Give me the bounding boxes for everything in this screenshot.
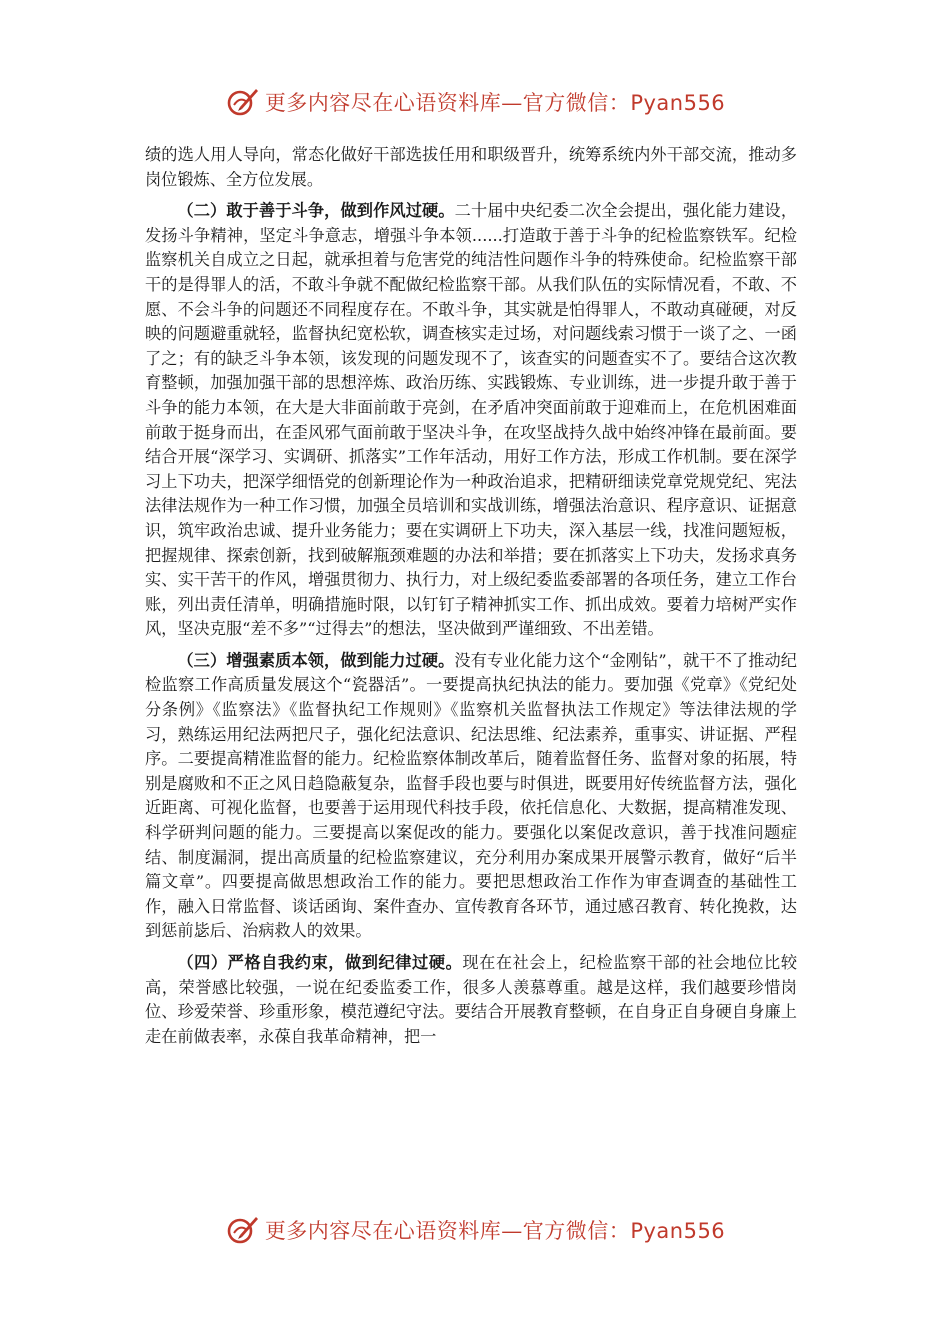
section-heading: （四）严格自我约束，做到纪律过硬。	[177, 953, 463, 972]
paragraph-section-three	[145, 649, 797, 944]
paragraph-section-two	[145, 199, 797, 642]
pen-logo-icon	[225, 1213, 259, 1247]
section-heading: （三）增强素质本领，做到能力过硬。	[177, 650, 455, 670]
footer-banner	[0, 1210, 950, 1250]
footer-wechat-id: Pyan556	[630, 1219, 726, 1243]
section-heading: （二）敢于善于斗争，做到作风过硬。	[177, 201, 455, 221]
header-wechat-id: Pyan556	[630, 91, 726, 115]
header-banner-text: 更多内容尽在心语资料库—官方微信：Pyan556	[264, 91, 726, 115]
document-body	[145, 143, 797, 1056]
footer-banner-text: 更多内容尽在心语资料库—官方微信：Pyan556	[264, 1219, 726, 1243]
paragraph-continuation	[145, 143, 797, 192]
paragraph-text: 二十届中央纪委二次全会提出，强化能力建设，发扬斗争精神，坚定斗争意志，增强斗争本领......打造敢于善于斗争的纪检监察铁军。纪检监察机关自成立之日起，就承担着与危害党的纯洁性问题作斗争的特殊使命。纪检监察干部干的是得罪人的活，不敢斗争就不配做纪检监察干部。从我们队伍的实际情况看，不敢、不愿、不会斗争的问题还不同程度存在。不敢斗争，其实就是怕得罪人，不敢动真碰硬，对反映的问题避重就轻，监督执纪宽松软，调查核实走过场，对问题线索习惯于一谈了之、一函了之；有的缺乏斗争本领，该发现的问题发现不了，该查实的问题查实不了。要结合这次教育整顿，加强加强干部的思想淬炼、政治历练、实践锻炼、专业训练，进一步提升敢于善于斗争的能力本领，在大是大非面前敢于亮剑，在矛盾冲突面前敢于迎难而上，在危机困难面前敢于挺身而出，在歪风邪气面前敢于坚决斗争，在攻坚战持久战中始终冲锋在最前面。要结合开展“深学习、实调研、抓落实”工作年活动，用好工作方法，形成工作机制。要在深学习上下功夫，把深学细悟党的创新理论作为一种政治追求，把精研细读党章党规党纪、宪法法律法规作为一种工作习惯，加强全员培训和实战训练，增强法治意识、程序意识、证据意识，筑牢政治忠诚、提升业务能力；要在实调研上下功夫，深入基层一线，找准问题短板，把握规律、探索创新，找到破解瓶颈难题的办法和举措；要在抓落实上下功夫，发扬求真务实、实干苦干的作风，增强贯彻力、执行力，对上级纪委监委部署的各项任务，建立工作台账，列出责任清单，明确措施时限，以钉钉子精神抓实工作、抓出成效。要着力培树严实作风，坚决克服“差不多”“过得去”的想法，坚决做到严谨细致、不出差错。	[145, 201, 798, 639]
paragraph-text: 没有专业化能力这个“金刚钻”，就干不了推动纪检监察工作高质量发展这个“瓷器活”。一要提高执纪执法的能力。要加强《党章》《党纪处分条例》《监察法》《监督执纪工作规则》《监察机关监督执法工作规定》等法律法规的学习，熟练运用纪法两把尺子，强化纪法意识、纪法思维、纪法素养，重事实、讲证据、严程序。二要提高精准监督的能力。纪检监察体制改革后，随着监督任务、监督对象的拓展，特别是腐败和不正之风日趋隐蔽复杂，监督手段也要与时俱进，既要用好传统监督方法，强化近距离、可视化监督，也要善于运用现代科技手段，依托信息化、大数据，提高精准发现、科学研判问题的能力。三要提高以案促改的能力。要强化以案促改意识，善于找准问题症结、制度漏洞，提出高质量的纪检监察建议，充分利用办案成果开展警示教育，做好“后半篇文章”。四要提高做思想政治工作的能力。要把思想政治工作作为审查调查的基础性工作，融入日常监督、谈话函询、案件查办、宣传教育各环节，通过感召教育、转化挽救，达到惩前毖后、治病救人的效果。	[145, 650, 797, 941]
pen-logo-icon	[225, 85, 259, 119]
paragraph-section-four	[145, 951, 797, 1049]
header-banner	[0, 82, 950, 122]
paragraph-text: 现在在社会上，纪检监察干部的社会地位比较高，荣誉感比较强，一说在纪委监委工作，很多人羡慕尊重。越是这样，我们越要珍惜岗位、珍爱荣誉、珍重形象，模范遵纪守法。要结合开展教育整顿，在自身正自身硬自身廉上走在前做表率，永葆自我革命精神，把一	[145, 953, 798, 1046]
paragraph-text: 绩的选人用人导向，常态化做好干部选拔任用和职级晋升，统筹系统内外干部交流，推动多岗位锻炼、全方位发展。	[145, 145, 797, 189]
